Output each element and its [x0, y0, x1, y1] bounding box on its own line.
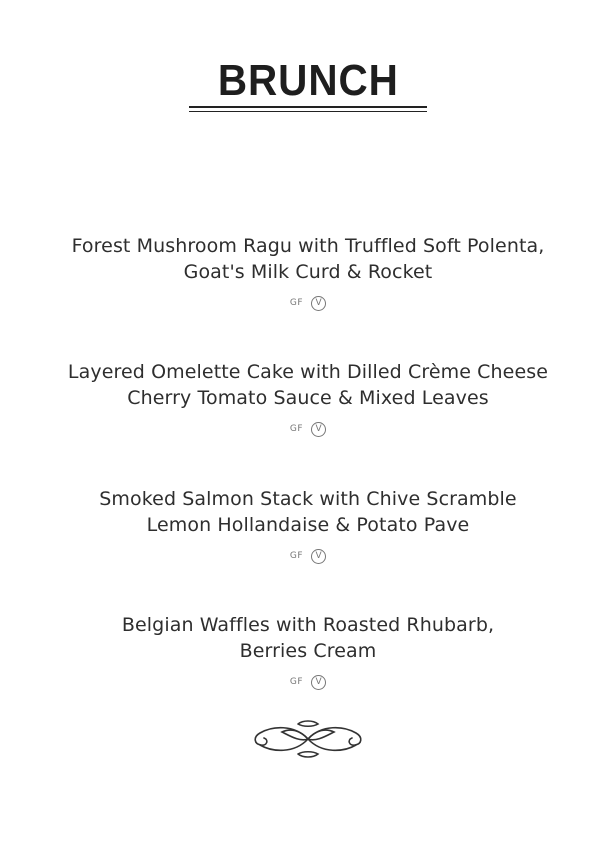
dietary-tags	[0, 547, 616, 565]
menu-item-line: Berries Cream	[239, 640, 377, 662]
circled-v-icon: V	[311, 549, 326, 564]
dietary-tags	[0, 420, 616, 438]
circled-v-icon: V	[311, 675, 326, 690]
gluten-free-badge: GF	[289, 677, 304, 687]
title-underline-thin	[189, 111, 427, 112]
circled-v-icon: V	[311, 296, 326, 311]
scroll-ornament-icon	[250, 716, 366, 762]
menu-item	[0, 486, 616, 565]
gluten-free-badge: GF	[289, 551, 304, 561]
gluten-free-badge: GF	[289, 424, 304, 434]
dietary-tags	[0, 673, 616, 691]
dietary-tags	[0, 294, 616, 312]
menu-item	[0, 612, 616, 691]
menu-item-line: Layered Omelette Cake with Dilled Crème Cheese	[67, 361, 549, 383]
menu-item-line: Lemon Hollandaise & Potato Pave	[146, 514, 470, 536]
title-underline	[189, 106, 427, 108]
menu-item-line: Smoked Salmon Stack with Chive Scramble	[99, 488, 517, 510]
menu-item	[0, 233, 616, 312]
page-title: BRUNCH	[217, 56, 399, 105]
title-block	[0, 58, 616, 104]
menu-item-line: Forest Mushroom Ragu with Truffled Soft Polenta,	[71, 235, 545, 257]
menu-item-line: Cherry Tomato Sauce & Mixed Leaves	[127, 387, 489, 409]
menu-item-line: Belgian Waffles with Roasted Rhubarb,	[121, 614, 495, 636]
gluten-free-badge: GF	[289, 298, 304, 308]
menu-item-line: Goat's Milk Curd & Rocket	[183, 261, 433, 283]
circled-v-icon: V	[311, 422, 326, 437]
menu-item	[0, 359, 616, 438]
